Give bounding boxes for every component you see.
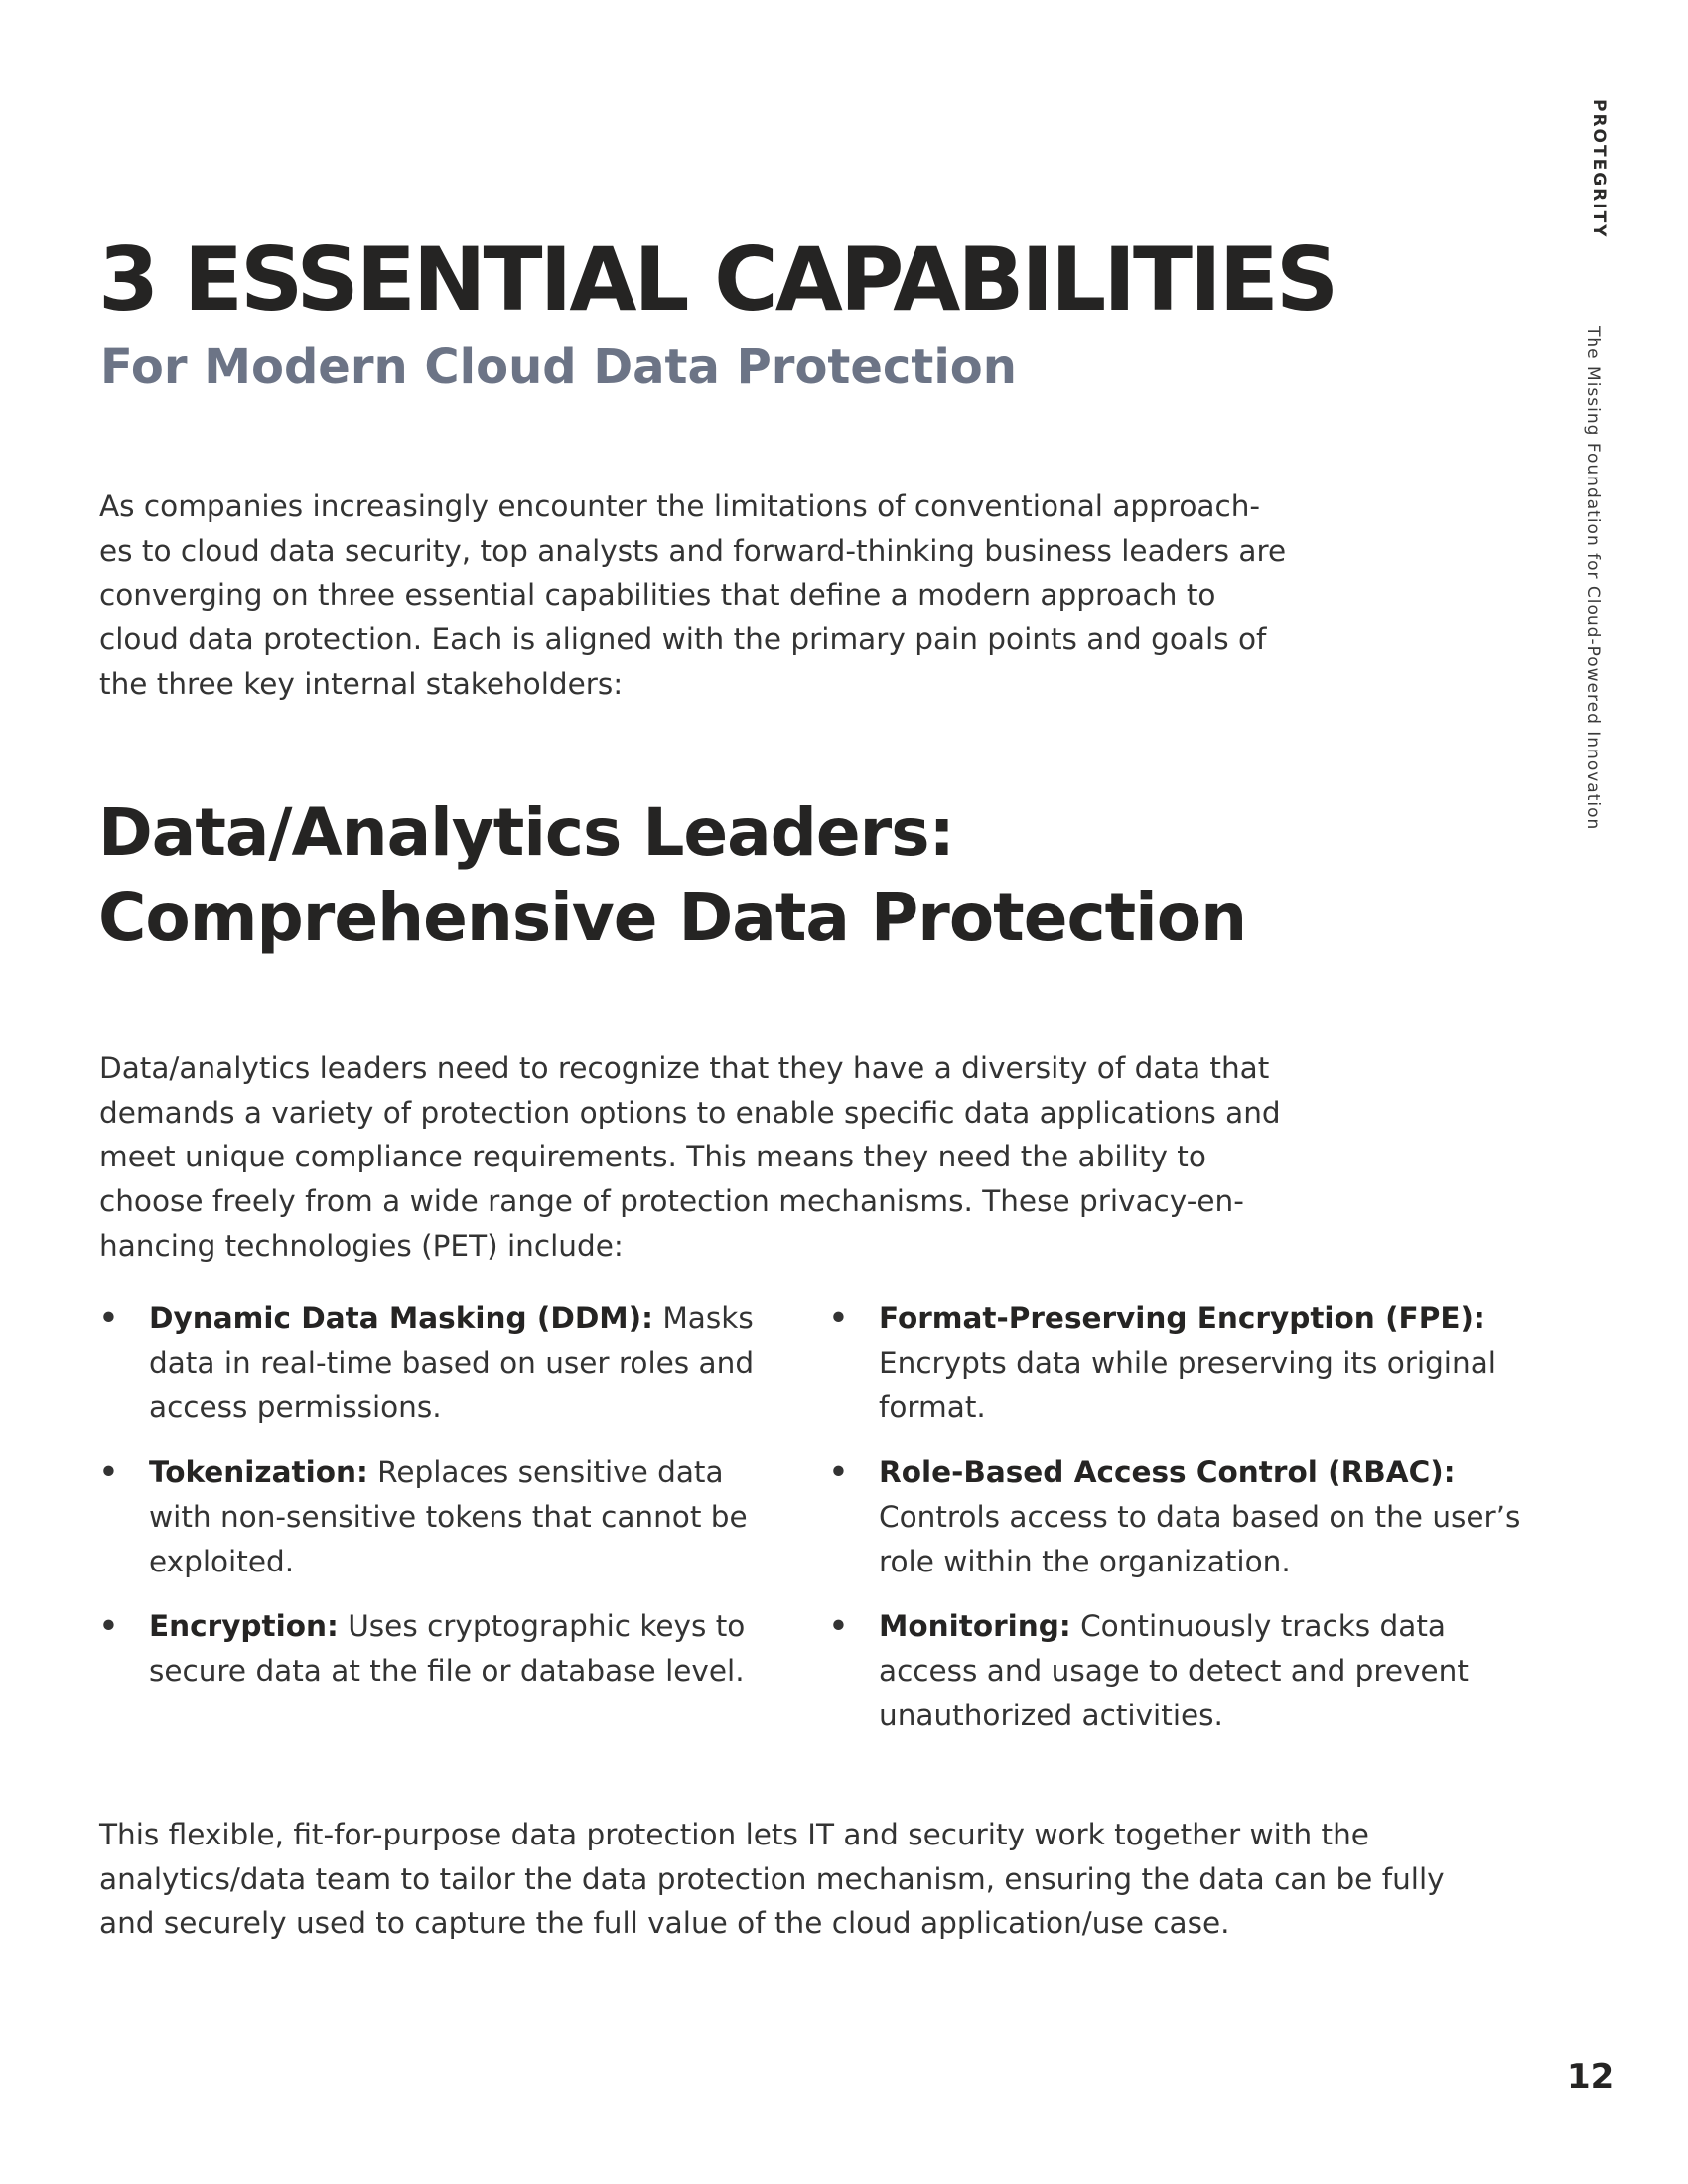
bullet-term: Format-Preserving Encryption (FPE): [879, 1301, 1485, 1335]
bullet-term: Encryption: [149, 1609, 339, 1644]
bullet-dot-icon: • [99, 1609, 118, 1644]
section-heading [98, 790, 1246, 961]
closing-paragraph: This flexible, fit-for-purpose data protection lets IT and security work together with the analytics/data team to tailor the data protection mechanism, ensuring the data can be fully and securely used to capture the full value of the cloud application/use case. [99, 1818, 1445, 1941]
bullet-term: Tokenization: [149, 1455, 368, 1490]
bullet-item [829, 1450, 1544, 1583]
page-number: 12 [1567, 2057, 1615, 2097]
bullet-description: Controls access to data based on the user’s role within the organization. [879, 1499, 1521, 1578]
bullet-dot-icon: • [99, 1301, 118, 1335]
bullet-description: Continuously tracks data access and usage to detect and prevent unauthorized activities. [879, 1609, 1469, 1732]
bullet-item [99, 1450, 794, 1583]
bullet-item [99, 1604, 794, 1693]
bullet-dot-icon: • [829, 1609, 848, 1644]
bullet-item [829, 1297, 1544, 1430]
section-heading-line-2: Comprehensive Data Protection [98, 880, 1247, 956]
section-heading-line-1: Data/Analytics Leaders: [98, 794, 954, 871]
bullet-description: Encrypts data while preserving its original format. [879, 1345, 1496, 1425]
bullet-description: Uses cryptographic keys to secure data at the file or database level. [149, 1609, 746, 1688]
bullet-dot-icon: • [829, 1455, 848, 1490]
side-document-subtitle: The Missing Foundation for Cloud-Powered Innovation [1583, 326, 1603, 831]
bullet-list-right [829, 1297, 1544, 1758]
section-body-paragraph: Data/analytics leaders need to recognize that they have a diversity of data that demands a variety of protection options to enable specific data applications and meet unique compliance requirements. This means they need the ability to choose freely from a wide range of protection mechanisms. These privacy-en- hancing technologies (PET) include: [99, 1051, 1281, 1263]
bullet-term: Dynamic Data Masking (DDM): [149, 1301, 653, 1335]
page-title: 3 ESSENTIAL CAPABILITIES [98, 228, 1336, 331]
bullet-item [99, 1297, 794, 1430]
bullet-dot-icon: • [99, 1455, 118, 1490]
bullet-dot-icon: • [829, 1301, 848, 1335]
bullet-term: Monitoring: [879, 1609, 1071, 1644]
bullet-list-left [99, 1297, 794, 1714]
intro-paragraph: As companies increasingly encounter the limitations of conventional approach- es to cloud data security, top analysts and forward-thinking business leaders are converging on three essential capabilities that define a modern approach to cloud data protection. Each is aligned with the primary pain points and goals of the three key internal stakeholders: [99, 489, 1287, 701]
page-subtitle: For Modern Cloud Data Protection [100, 340, 1017, 395]
side-brand-label: PROTEGRITY [1589, 99, 1609, 239]
bullet-item [829, 1604, 1544, 1737]
bullet-description: Masks data in real-time based on user roles and access permissions. [149, 1301, 755, 1425]
bullet-description: Replaces sensitive data with non-sensitive tokens that cannot be exploited. [149, 1455, 748, 1578]
bullet-term: Role-Based Access Control (RBAC): [879, 1455, 1456, 1490]
